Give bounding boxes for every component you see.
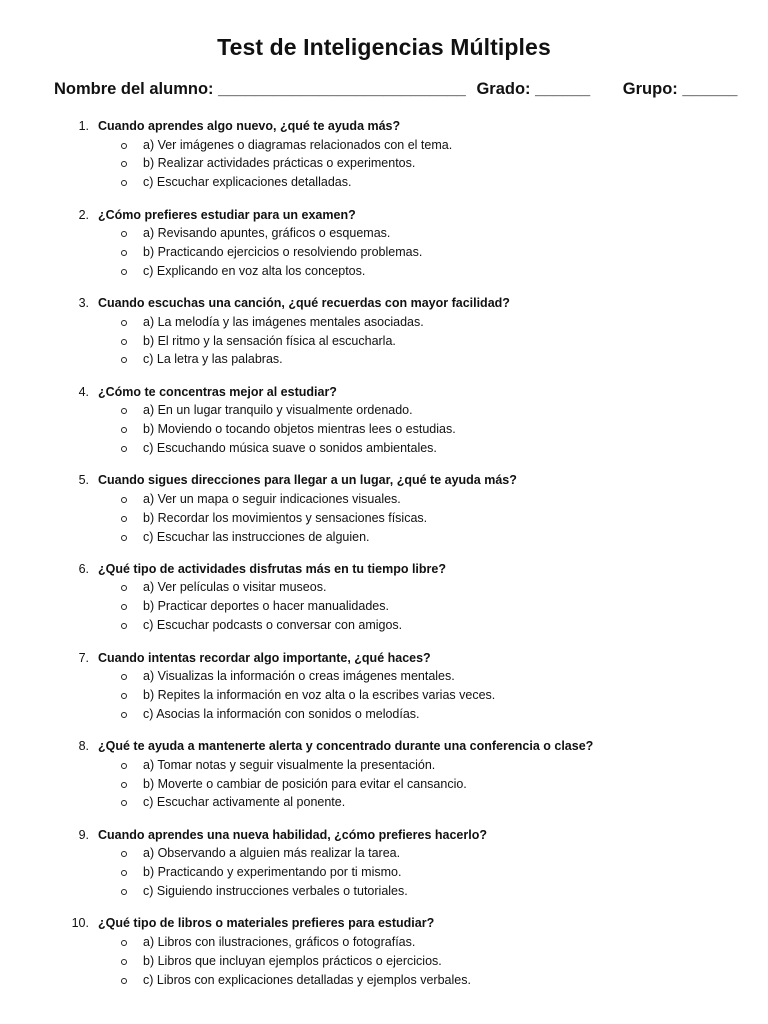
hollow-circle-bullet-icon (121, 978, 127, 984)
student-name-field: Nombre del alumno: ___________________________ (54, 80, 466, 98)
page-title: Test de Inteligencias Múltiples (217, 34, 551, 60)
hollow-circle-bullet-icon (121, 604, 127, 610)
hollow-circle-bullet-icon (121, 427, 127, 433)
question-number: 10. (71, 916, 89, 931)
hollow-circle-bullet-icon (121, 143, 127, 149)
option-text: a) Visualizas la información o creas imágenes mentales. (143, 669, 455, 684)
question-text: Cuando intentas recordar algo importante, ¿qué haces? (98, 650, 431, 665)
question-item (0, 471, 768, 560)
question-item (0, 737, 768, 826)
option-text: b) El ritmo y la sensación física al escucharla. (143, 333, 396, 348)
option-text: a) Libros con ilustraciones, gráficos o fotografías. (143, 934, 416, 949)
question-number: 5. (78, 473, 89, 488)
question-text: Cuando aprendes algo nuevo, ¿qué te ayuda más? (98, 119, 401, 133)
hollow-circle-bullet-icon (121, 763, 127, 769)
option-text: a) Ver imágenes o diagramas relacionados con el tema. (143, 137, 453, 152)
option-text: a) Ver películas o visitar museos. (143, 580, 327, 595)
question-item (0, 826, 768, 915)
group-field: Grupo: ______ (622, 80, 738, 98)
option-text: b) Realizar actividades prácticas o experimentos. (143, 156, 416, 171)
hollow-circle-bullet-icon (121, 940, 127, 946)
hollow-circle-bullet-icon (121, 161, 127, 167)
option-text: a) Tomar notas y seguir visualmente la presentación. (143, 757, 436, 772)
hollow-circle-bullet-icon (121, 800, 127, 806)
question-text: Cuando aprendes una nueva habilidad, ¿cómo prefieres hacerlo? (98, 827, 487, 842)
hollow-circle-bullet-icon (121, 357, 127, 363)
hollow-circle-bullet-icon (121, 889, 127, 895)
hollow-circle-bullet-icon (121, 585, 127, 591)
option-text: c) Libros con explicaciones detalladas y ejemplos verbales. (143, 972, 471, 987)
option-text: b) Practicando ejercicios o resolviendo problemas. (143, 244, 423, 259)
hollow-circle-bullet-icon (121, 782, 127, 788)
option-text: c) Escuchar podcasts o conversar con amigos. (143, 618, 403, 633)
question-item (0, 206, 768, 295)
question-number: 6. (78, 561, 89, 576)
question-number: 7. (78, 650, 89, 665)
option-text: c) Siguiendo instrucciones verbales o tutoriales. (143, 884, 408, 899)
hollow-circle-bullet-icon (121, 180, 127, 186)
option-text: c) Escuchando música suave o sonidos ambientales. (143, 441, 437, 456)
question-number: 9. (78, 827, 89, 842)
question-number: 1. (78, 119, 89, 133)
question-text: Cuando sigues direcciones para llegar a un lugar, ¿qué te ayuda más? (98, 473, 517, 488)
question-item (0, 117, 768, 206)
question-item (0, 649, 768, 738)
question-item (0, 294, 768, 383)
question-text: ¿Qué tipo de libros o materiales prefieres para estudiar? (98, 916, 435, 931)
hollow-circle-bullet-icon (121, 516, 127, 522)
question-list (0, 117, 768, 1003)
option-text: b) Practicando y experimentando por ti mismo. (143, 865, 402, 880)
student-info-line (54, 80, 737, 99)
grade-field: Grado: ______ (476, 80, 591, 98)
option-text: a) En un lugar tranquilo y visualmente ordenado. (143, 403, 413, 418)
option-text: a) Revisando apuntes, gráficos o esquemas. (143, 226, 391, 241)
option-text: b) Moverte o cambiar de posición para evitar el cansancio. (143, 776, 467, 791)
option-text: b) Repites la información en voz alta o la escribes varias veces. (143, 687, 496, 702)
question-number: 3. (78, 296, 89, 311)
question-text: ¿Cómo te concentras mejor al estudiar? (98, 384, 337, 399)
option-text: a) Ver un mapa o seguir indicaciones visuales. (143, 491, 401, 506)
hollow-circle-bullet-icon (121, 712, 127, 718)
hollow-circle-bullet-icon (121, 851, 127, 857)
option-text: a) La melodía y las imágenes mentales asociadas. (143, 314, 424, 329)
question-number: 8. (78, 739, 89, 754)
option-text: b) Moviendo o tocando objetos mientras lees o estudias. (143, 422, 456, 437)
option-text: c) Asocias la información con sonidos o melodías. (143, 706, 420, 721)
option-text: c) Explicando en voz alta los conceptos. (143, 263, 366, 278)
question-text: Cuando escuchas una canción, ¿qué recuerdas con mayor facilidad? (98, 296, 510, 311)
hollow-circle-bullet-icon (121, 497, 127, 503)
hollow-circle-bullet-icon (121, 535, 127, 541)
hollow-circle-bullet-icon (121, 408, 127, 414)
option-text: c) Escuchar activamente al ponente. (143, 795, 346, 810)
hollow-circle-bullet-icon (121, 231, 127, 237)
question-text: ¿Qué te ayuda a mantenerte alerta y concentrado durante una conferencia o clase? (98, 739, 594, 754)
hollow-circle-bullet-icon (121, 623, 127, 629)
option-text: c) Escuchar las instrucciones de alguien. (143, 529, 370, 544)
question-item (0, 914, 768, 1003)
hollow-circle-bullet-icon (121, 446, 127, 452)
option-text: c) La letra y las palabras. (143, 352, 283, 367)
option-text: b) Recordar los movimientos y sensaciones físicas. (143, 510, 428, 525)
hollow-circle-bullet-icon (121, 339, 127, 345)
question-number: 4. (78, 384, 89, 399)
option-text: a) Observando a alguien más realizar la tarea. (143, 846, 401, 861)
hollow-circle-bullet-icon (121, 250, 127, 256)
question-text: ¿Cómo prefieres estudiar para un examen? (98, 207, 356, 222)
hollow-circle-bullet-icon (121, 693, 127, 699)
hollow-circle-bullet-icon (121, 870, 127, 876)
hollow-circle-bullet-icon (121, 674, 127, 680)
question-text: ¿Qué tipo de actividades disfrutas más en tu tiempo libre? (98, 561, 446, 576)
hollow-circle-bullet-icon (121, 269, 127, 275)
hollow-circle-bullet-icon (121, 959, 127, 965)
question-number: 2. (78, 207, 89, 222)
question-item (0, 383, 768, 472)
option-text: c) Escuchar explicaciones detalladas. (143, 175, 352, 190)
option-text: b) Libros que incluyan ejemplos prácticos o ejercicios. (143, 953, 442, 968)
option-text: b) Practicar deportes o hacer manualidades. (143, 599, 389, 614)
hollow-circle-bullet-icon (121, 320, 127, 326)
question-item (0, 560, 768, 649)
